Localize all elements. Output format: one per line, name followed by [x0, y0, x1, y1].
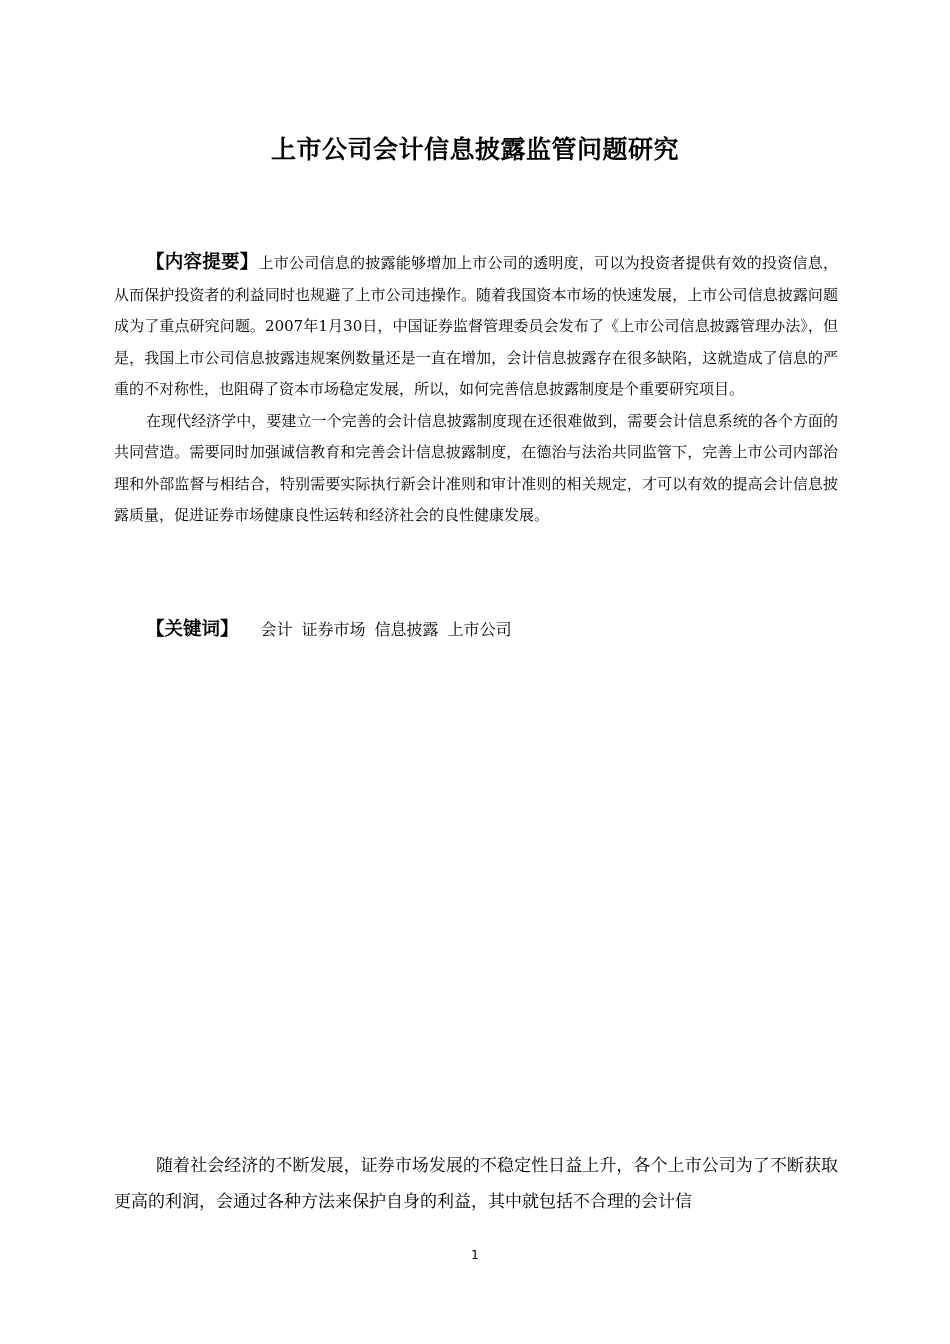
keyword-item: 会计 [260, 620, 293, 639]
keywords-label: 【关键词】 [146, 619, 239, 640]
keyword-item: 上市公司 [447, 620, 512, 639]
abstract-paragraph-2: 在现代经济学中，要建立一个完善的会计信息披露制度现在还很难做到，需要会计信息系统的各个方面的共同营造。需要同时加强诚信教育和完善会计信息披露制度，在德治与法治共同监管下，完善上市公司内部治理和外部监督与相结合，特别需要实际执行新会计准则和审计准则的相关规定，才可以有效的提高会计信息披露质量，促进证券市场健康良性运转和经济社会的良性健康发展。 [114, 411, 838, 524]
abstract-label: 【内容提要】 [146, 252, 259, 273]
document-title: 上市公司会计信息披露监管问题研究 [270, 135, 679, 164]
body-paragraph-1: 随着社会经济的不断发展，证券市场发展的不稳定性日益上升，各个上市公司为了不断获取更高的利润，会通过各种方法来保护自身的利益，其中就包括不合理的会计信 [114, 1156, 838, 1212]
keywords-line [146, 614, 846, 646]
abstract-text-1: 上市公司信息的披露能够增加上市公司的透明度，可以为投资者提供有效的投资信息，从而保护投资者的利益同时也规避了上市公司违操作。随着我国资本市场的快速发展，上市公司信息披露问题成为了重点研究问题。2007年1月30日，中国证券监督管理委员会发布了《上市公司信息披露管理办法》，但是，我国上市公司信息披露违规案例数量还是一直在增加，会计信息披露存在很多缺陷，这就造成了信息的严重的不对称性，也阻碍了资本市场稳定发展，所以，如何完善信息披露制度是个重要研究项目。 [114, 254, 838, 398]
body-section [114, 1148, 838, 1220]
keyword-item: 证券市场 [301, 620, 366, 639]
abstract-section [114, 247, 838, 532]
page-number: 1 [471, 1248, 479, 1262]
abstract-paragraph-1 [114, 247, 838, 406]
keyword-item: 信息披露 [374, 620, 439, 639]
